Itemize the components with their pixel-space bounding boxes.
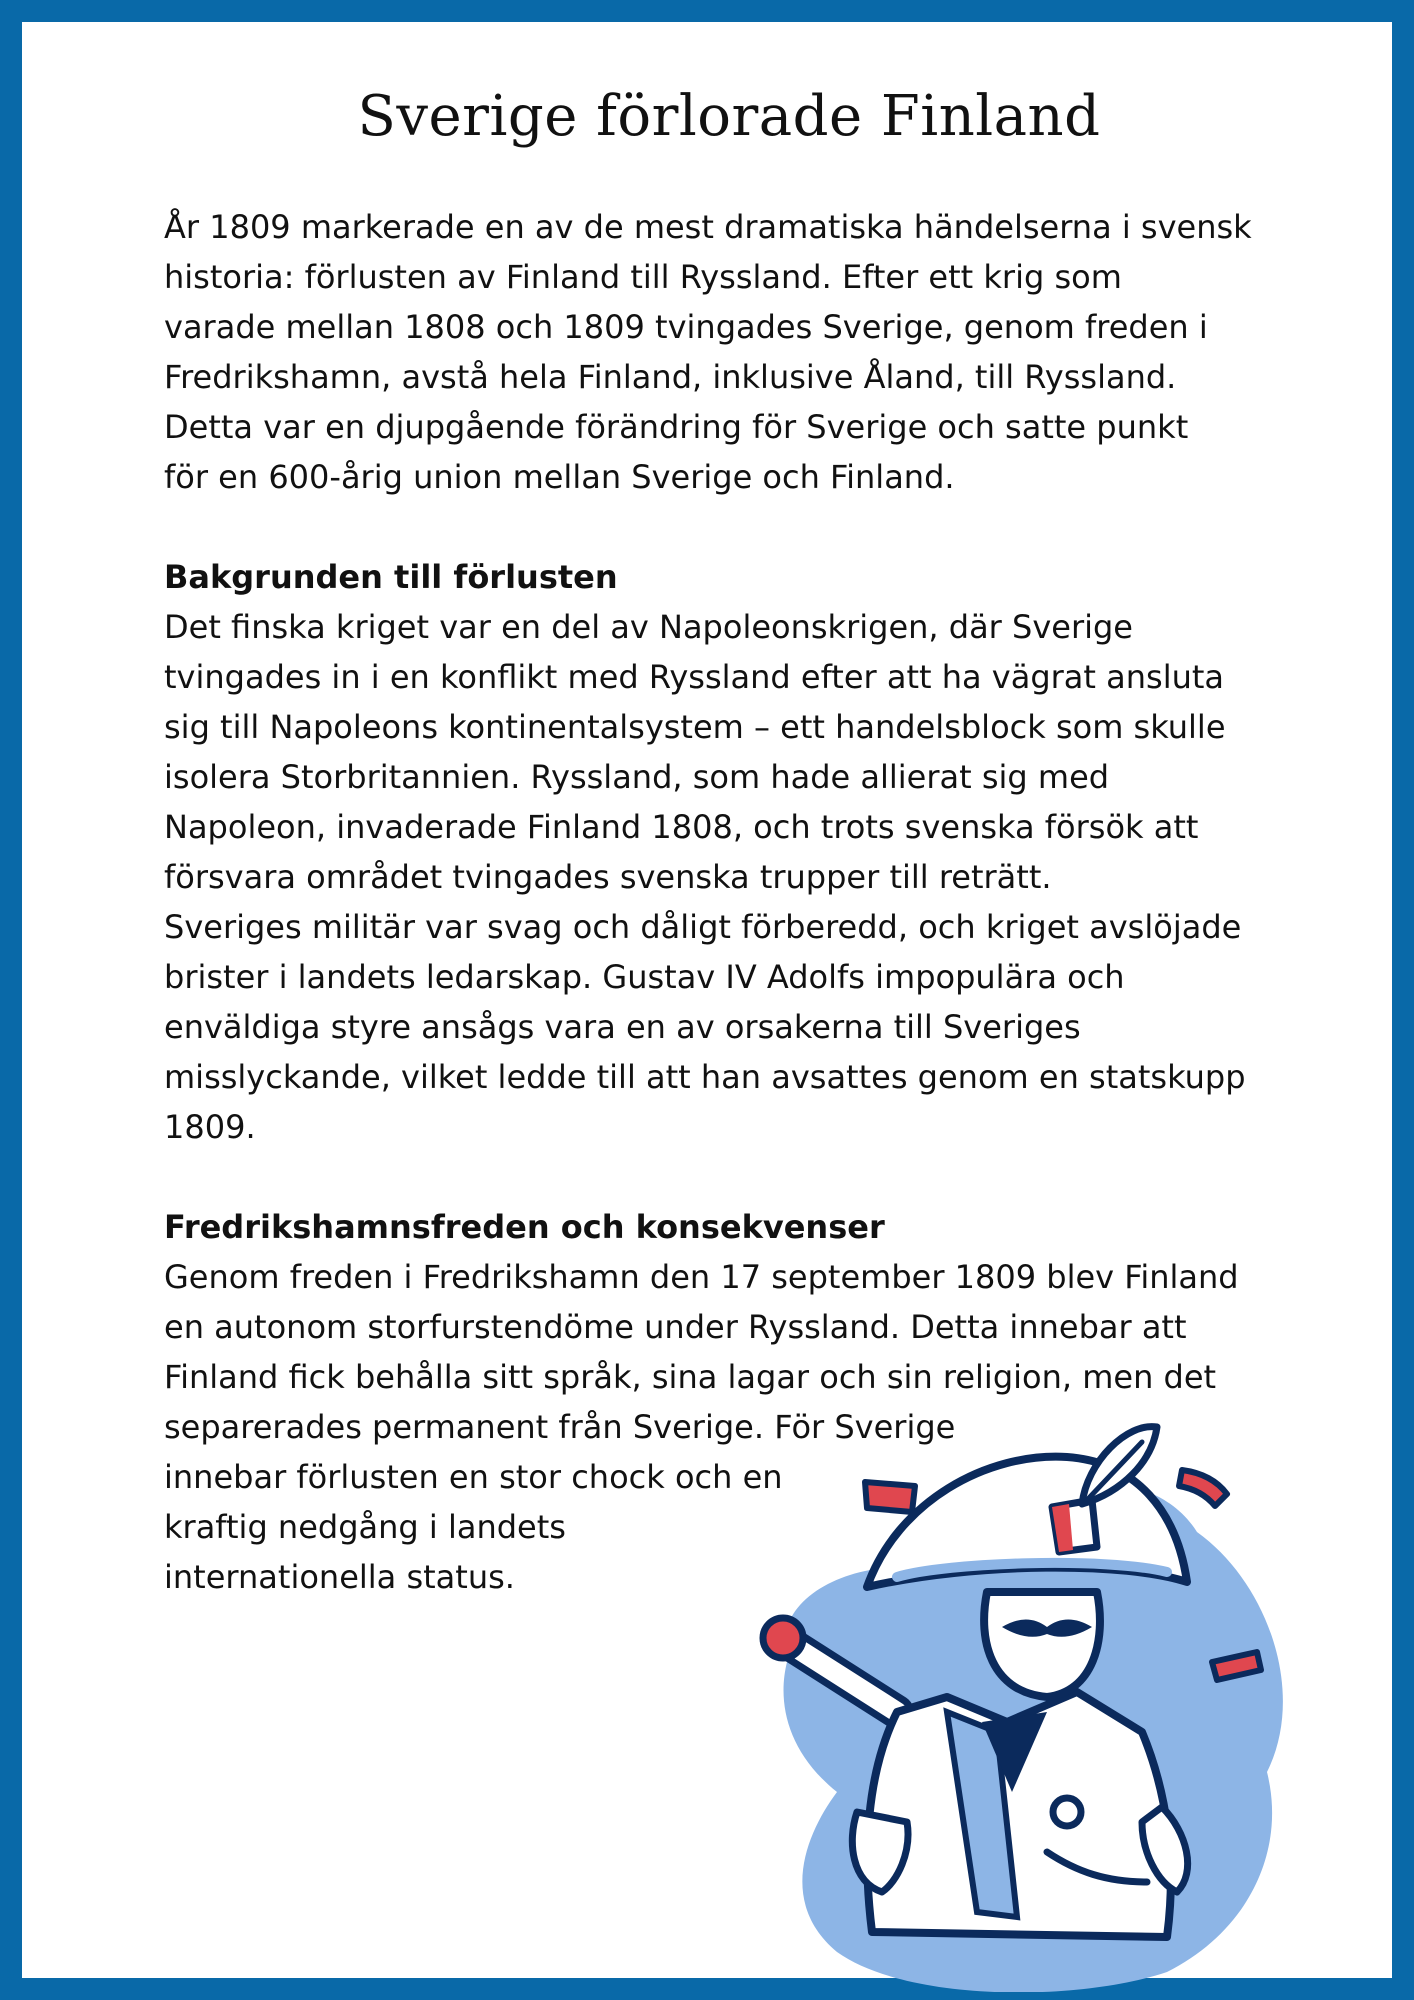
text-line: Detta var en djupgående förändring för Sverige och satte punkt	[164, 408, 1189, 446]
document-body	[164, 202, 1314, 1602]
text-line: internationella status.	[164, 1558, 515, 1596]
text-line: Fredrikshamn, avstå hela Finland, inklusive Åland, till Ryssland.	[164, 358, 1177, 396]
text-line: År 1809 markerade en av de mest dramatiska händelserna i svensk	[164, 208, 1252, 246]
text-line: innebar förlusten en stor chock och en	[164, 1458, 783, 1496]
spacer	[164, 1152, 1314, 1202]
text-line: Napoleon, invaderade Finland 1808, och trots svenska försök att	[164, 808, 1199, 846]
text-line: kraftig nedgång i landets	[164, 1508, 566, 1546]
text-line: isolera Storbritannien. Ryssland, som hade allierat sig med	[164, 758, 1110, 796]
text-line: sig till Napoleons kontinentalsystem – ett handelsblock som skulle	[164, 708, 1226, 746]
text-line: misslyckande, vilket ledde till att han avsattes genom en statskupp	[164, 1058, 1246, 1096]
text-line: separerades permanent från Sverige. För Sverige	[164, 1408, 956, 1446]
text-line: för en 600-årig union mellan Sverige och Finland.	[164, 458, 955, 496]
text-line: Genom freden i Fredrikshamn den 17 september 1809 blev Finland	[164, 1258, 1239, 1296]
text-line: tvingades in i en konflikt med Ryssland efter att ha vägrat ansluta	[164, 658, 1225, 696]
text-line: brister i landets ledarskap. Gustav IV Adolfs impopulära och	[164, 958, 1125, 996]
section-heading: Bakgrunden till förlusten	[164, 558, 618, 596]
section-background	[164, 552, 1314, 1152]
page-title: Sverige förlorade Finland	[357, 84, 1101, 149]
intro-paragraph	[164, 202, 1314, 502]
text-line: en autonom storfurstendöme under Ryssland. Detta innebar att	[164, 1308, 1187, 1346]
text-line: varade mellan 1808 och 1809 tvingades Sverige, genom freden i	[164, 308, 1208, 346]
text-line: 1809.	[164, 1108, 256, 1146]
text-line: historia: förlusten av Finland till Ryssland. Efter ett krig som	[164, 258, 1122, 296]
text-line: Finland fick behålla sitt språk, sina lagar och sin religion, men det	[164, 1358, 1217, 1396]
section-heading: Fredrikshamnsfreden och konsekvenser	[164, 1208, 885, 1246]
napoleon-general-icon	[747, 1412, 1287, 1992]
text-line: enväldiga styre ansågs vara en av orsakerna till Sveriges	[164, 1008, 1081, 1046]
text-line: försvara området tvingades svenska trupper till reträtt.	[164, 858, 1052, 896]
spacer	[164, 502, 1314, 552]
text-line: Det finska kriget var en del av Napoleonskrigen, där Sverige	[164, 608, 1133, 646]
text-line: Sveriges militär var svag och dåligt förberedd, och kriget avslöjade	[164, 908, 1242, 946]
